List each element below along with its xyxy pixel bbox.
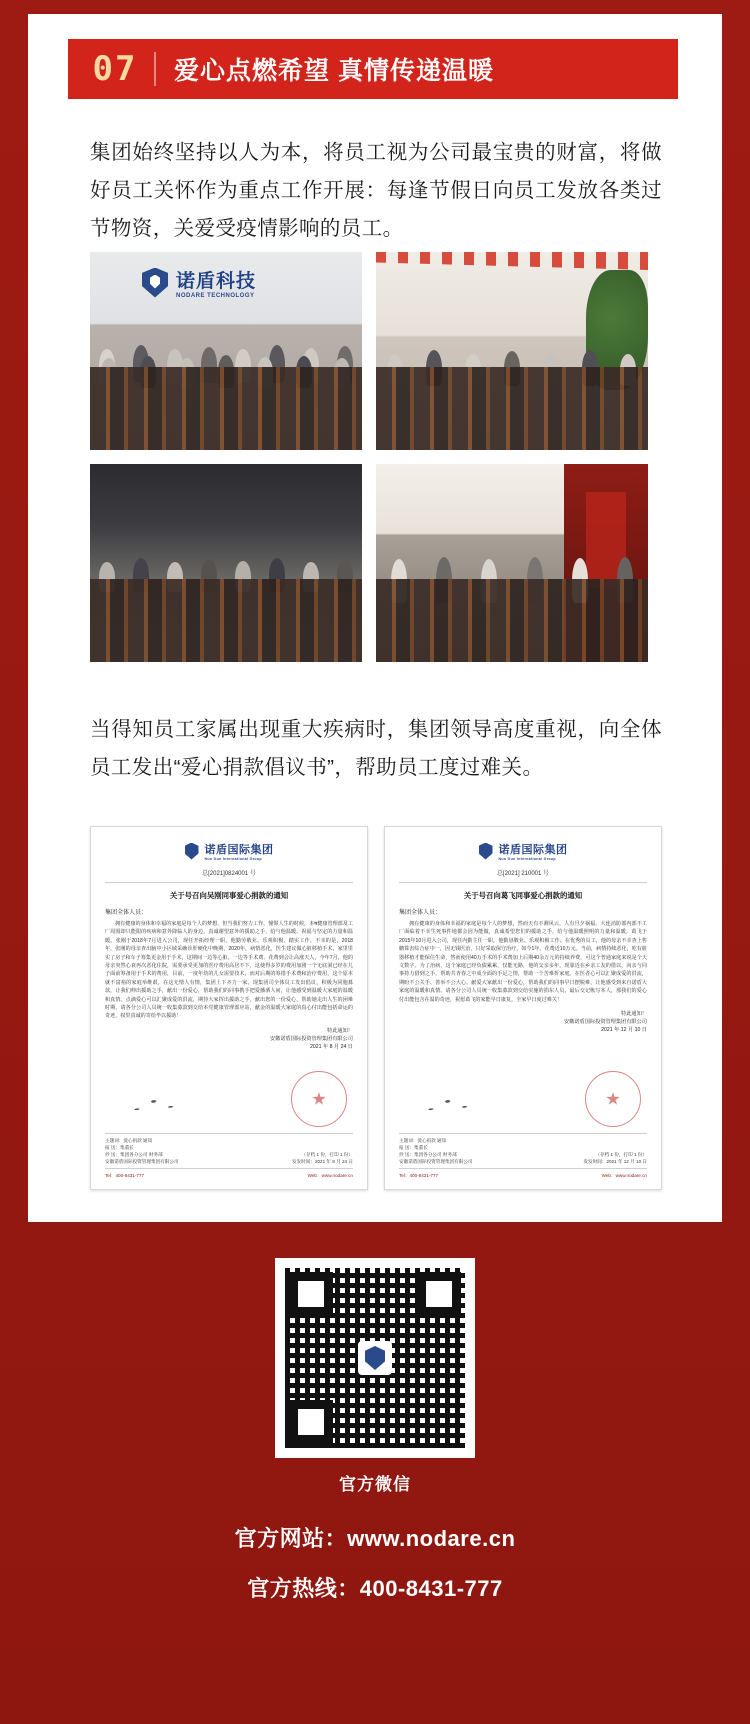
document-tel: Tel：400-8431-777 (105, 1173, 145, 1178)
document-signature (124, 1090, 184, 1120)
document-footer-subject: 主题词：爱心捐款 通知 (399, 1138, 447, 1143)
document-logo (105, 841, 353, 861)
document-web: Web：www.nodare.cn (601, 1173, 647, 1178)
document-org: 安徽诺盾国际投资管理集团有限公司 (563, 1019, 647, 1026)
document-footer-org: 安徽诺盾国际投资管理集团有限公司 (105, 1159, 179, 1164)
document-logo-label: 诺盾国际集团 (204, 844, 274, 856)
document-code: 总[2021] 210001 号 (399, 868, 647, 883)
document-footer-date: 发发时间：2021 年 12 月 10 日 (583, 1159, 647, 1164)
section-number: 07 (92, 49, 138, 89)
document-footer (399, 1130, 647, 1179)
divider (105, 1168, 353, 1169)
photo-hall-group (376, 252, 648, 450)
gift-boxes (376, 367, 648, 450)
document-stamp (585, 1071, 641, 1127)
document-body: 拥有健康的身体和幸福的家庭是每个人的梦想，但当我们努力工作、憧憬人生的时候，本ष健康管理部及工厂周围却只能限的疾病和意外降临人的身边。真诚谢望意外的援助之手，给与他温暖、祝福与坚定的力量和温暖。张刚于2018年7月进入公司，现任开拓经理一职，他勤劳敬业、乐观积极、踏实工作。不幸的是，2018年，张刚的母亲查出脑中小区域采确诊肝硬化中晚期，2020年，病情恶化，医生建议做心脏移植手术，家里里实了房子和车子筹集更金用于手术，这期间一边等心脏、一边等手术费、花费到会让高涨天人，今年7月，他的母亲突然心衰再次恶化住院，需要承受更加的医疗费用高居不下，这使得多岁的费用加剧一个无底洞已经在儿子面前筹备用于手术的费用，目前，一度年幼的儿女需要技术，而对后期的筹措手术费和治疗费用，这个原本就不富裕的家庭举维艰。在这无情人有情，集团上下齐力一家，现集团司全体员工发出倡议，积极为同胞募款，让我们伸出援助之手，献出一份爱心，帮助我们的同事携手把爱播洒人间，让他感受到温暖大家庭的温暖和真情。点滴爱心可以汇聚成爱的洪流，期待大家挥出援助之手，献出您的一份爱心，帮助她走出人生的困难时期，请各分公司人员统一收集募款到交给本党健康管理部应站，献金的温暖大家庭的真心付出能包括命运的奇迹，权里真诚的寄给毕以援助！ (105, 921, 353, 1020)
photo-office-group (90, 252, 362, 450)
photo-meeting-room-group (90, 464, 362, 662)
shield-icon (365, 1346, 385, 1370)
document-footer (105, 1130, 353, 1179)
document-footer-cc: 抄 送：集团各分公司 财务部 (105, 1152, 163, 1157)
photo-auditorium-group (376, 464, 648, 662)
photo-logo-label: 诺盾科技 (176, 271, 257, 292)
shield-icon (479, 843, 493, 860)
photo-logo-label-en: NODARE TECHNOLOGY (176, 293, 255, 299)
divider (399, 1133, 647, 1134)
document-logo-label: 诺盾国际集团 (498, 844, 568, 856)
document-web: Web：www.nodare.cn (307, 1173, 353, 1178)
document-footer-dist: 报 送：集董长 (105, 1145, 134, 1150)
document-footer-date: 发发时间：2021 年 8 月 24 日 (291, 1159, 353, 1164)
gift-boxes (90, 367, 362, 450)
section-banner (68, 39, 678, 99)
document-logo-label-en: Nuo Dun International Group (498, 857, 556, 861)
qr-code-card (275, 1258, 475, 1458)
content-sheet (28, 14, 722, 1222)
official-hotline[interactable]: 官方热线：400-8431-777 (247, 1576, 503, 1601)
document-closing: 特此通知！ (621, 1011, 647, 1018)
shield-icon (142, 268, 168, 298)
official-website[interactable]: 官方网站：www.nodare.cn (234, 1526, 516, 1551)
document-notice-2 (384, 826, 662, 1190)
document-tel: Tel：400-8431-777 (399, 1173, 439, 1178)
paragraph-one: 集团始终坚持以人为本，将员工视为公司最宝贵的财富，将做好员工关怀作为重点工作开展：每逢节假日向员工发放各类过节物资，关爱受疫情影响的员工。 (90, 141, 662, 240)
document-footer-org: 安徽诺盾国际投资管理集团有限公司 (399, 1159, 473, 1164)
document-footer-copies: （存档 1 份，打印 1 份） (301, 1152, 353, 1157)
document-date: 2021 年 12 月 10 日 (601, 1027, 647, 1034)
document-closing: 特此通知！ (327, 1027, 353, 1034)
shield-icon (185, 843, 199, 860)
document-footer-subject: 主题词：爱心捐款 通知 (105, 1138, 153, 1143)
divider (105, 1133, 353, 1134)
document-logo-label-en: Nuo Dun International Group (204, 857, 262, 861)
document-date: 2021 年 8 月 24 日 (310, 1043, 353, 1050)
document-salutation: 集团全体人员： (105, 910, 148, 916)
document-signature (418, 1090, 478, 1120)
banner-divider (154, 52, 156, 86)
document-salutation: 集团全体人员： (399, 910, 442, 916)
qr-code-image[interactable] (285, 1268, 465, 1448)
section-title: 爱心点燃希望 真情传递温暖 (174, 57, 494, 85)
photo-grid (90, 252, 662, 670)
document-stamp (291, 1071, 347, 1127)
document-title: 关于号召向葛飞同事爱心捐款的通知 (463, 891, 583, 900)
qr-center-logo (358, 1341, 392, 1375)
qr-code-label: 官方微信 (339, 1475, 411, 1494)
divider (399, 1168, 647, 1169)
document-notice-1 (90, 826, 368, 1190)
document-logo (399, 841, 647, 861)
gift-boxes (376, 579, 648, 662)
gift-boxes (90, 579, 362, 662)
document-code: 总[2021]0824001 号 (105, 868, 353, 883)
document-title: 关于号召向吴刚同事爱心捐款的通知 (169, 891, 289, 900)
photo-logo-nodare (142, 266, 256, 299)
document-org: 安徽诺盾国际投资管理集团有限公司 (269, 1035, 353, 1042)
paragraph-two: 当得知员工家属出现重大疾病时，集团领导高度重视，向全体员工发出“爱心捐款倡议书”，帮助员工度过难关。 (90, 718, 662, 779)
document-grid (90, 826, 662, 1190)
document-footer-dist: 报 送：集董长 (399, 1145, 428, 1150)
document-footer-cc: 抄 送：集团各分公司 财务部 (399, 1152, 457, 1157)
document-body: 拥有健康的身体和幸福的家庭是每个人的梦想，然而天有不测风云，人有旦夕祸福。大连消防部内部不工厂面临着不幸生死事件地都会因为能做，真诚希望您们的援助之手，给与他温暖照明的力量和温暖。葛飞于2015年10月进入公司，现任内勤主任一职，他勤恳敬业、乐观积极工作、在优秀的员工，他的母亲不幸查上售糖算害综合症中一，因无钱医治，只好采取保守治疗，如今1年，花费近10万元。当前，病情持续恶化，吃有脏器移植才能保住生命，然而使用40万手术的手术费加上后期40余万元的持续养费，可这个普通家庭来说是个天文数字。为了治病，这个家庭已经负债累累，仅能无路，他的父亲多年，现靠近在乡亲工友的借以，向亲与同事持力借到之手，帮助共青春之中成全面的手足之情，帮助一个苦难折家庭。在医者心可以汇聚成爱的洪流，期盼不公关手、善举不公大心、献爱大家献出一份爱心，帮助我们的同事早日摆脱难，让他感受到来自诺盾大家庭的温暖和真情。请各分公司人员统一收集募款到交给实施的捐东人员、最后交记帐写本人，那我们的爱心付出能包含在温的奇迹，祝愿葛飞的家能早日康复，全家早日度过难关！ (399, 921, 647, 1003)
document-footer-copies: （存档 1 份，打印 1 份） (595, 1152, 647, 1157)
